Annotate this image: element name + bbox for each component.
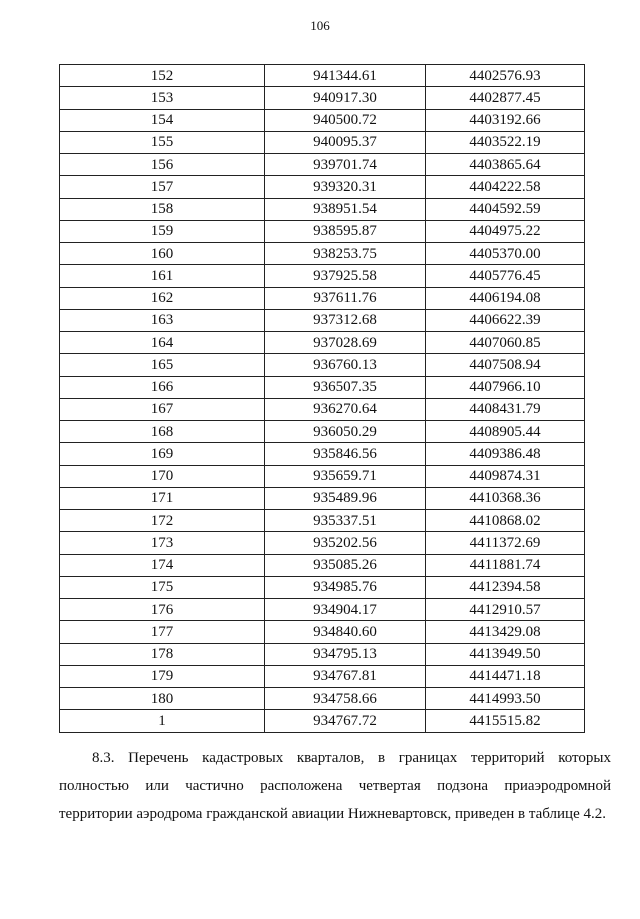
x-coordinate-cell: 940917.30 <box>265 87 426 109</box>
x-coordinate-cell: 936050.29 <box>265 421 426 443</box>
table-row <box>60 465 585 487</box>
x-coordinate-cell: 937028.69 <box>265 332 426 354</box>
point-number-cell: 155 <box>60 131 265 153</box>
y-coordinate-cell: 4411372.69 <box>426 532 585 554</box>
coordinates-table <box>59 64 585 733</box>
coordinates-table-body <box>60 65 585 733</box>
table-row <box>60 554 585 576</box>
x-coordinate-cell: 935202.56 <box>265 532 426 554</box>
y-coordinate-cell: 4404222.58 <box>426 176 585 198</box>
table-row <box>60 243 585 265</box>
y-coordinate-cell: 4413949.50 <box>426 643 585 665</box>
point-number-cell: 157 <box>60 176 265 198</box>
x-coordinate-cell: 936760.13 <box>265 354 426 376</box>
point-number-cell: 156 <box>60 154 265 176</box>
table-row <box>60 265 585 287</box>
point-number-cell: 153 <box>60 87 265 109</box>
table-row <box>60 643 585 665</box>
y-coordinate-cell: 4407508.94 <box>426 354 585 376</box>
y-coordinate-cell: 4415515.82 <box>426 710 585 732</box>
y-coordinate-cell: 4409874.31 <box>426 465 585 487</box>
x-coordinate-cell: 934840.60 <box>265 621 426 643</box>
section-paragraph <box>59 744 611 828</box>
x-coordinate-cell: 940095.37 <box>265 131 426 153</box>
point-number-cell: 172 <box>60 510 265 532</box>
x-coordinate-cell: 934985.76 <box>265 576 426 598</box>
table-row <box>60 65 585 87</box>
x-coordinate-cell: 936270.64 <box>265 398 426 420</box>
point-number-cell: 162 <box>60 287 265 309</box>
table-row <box>60 109 585 131</box>
point-number-cell: 159 <box>60 220 265 242</box>
x-coordinate-cell: 934795.13 <box>265 643 426 665</box>
x-coordinate-cell: 935337.51 <box>265 510 426 532</box>
point-number-cell: 167 <box>60 398 265 420</box>
table-row <box>60 154 585 176</box>
y-coordinate-cell: 4408905.44 <box>426 421 585 443</box>
table-row <box>60 421 585 443</box>
y-coordinate-cell: 4407966.10 <box>426 376 585 398</box>
table-row <box>60 198 585 220</box>
table-row <box>60 354 585 376</box>
y-coordinate-cell: 4404592.59 <box>426 198 585 220</box>
x-coordinate-cell: 934767.81 <box>265 665 426 687</box>
table-row <box>60 487 585 509</box>
x-coordinate-cell: 938253.75 <box>265 243 426 265</box>
point-number-cell: 171 <box>60 487 265 509</box>
point-number-cell: 161 <box>60 265 265 287</box>
point-number-cell: 164 <box>60 332 265 354</box>
y-coordinate-cell: 4403865.64 <box>426 154 585 176</box>
table-row <box>60 332 585 354</box>
table-row <box>60 398 585 420</box>
y-coordinate-cell: 4412910.57 <box>426 599 585 621</box>
y-coordinate-cell: 4410868.02 <box>426 510 585 532</box>
table-row <box>60 443 585 465</box>
table-row <box>60 220 585 242</box>
y-coordinate-cell: 4407060.85 <box>426 332 585 354</box>
y-coordinate-cell: 4414471.18 <box>426 665 585 687</box>
y-coordinate-cell: 4412394.58 <box>426 576 585 598</box>
y-coordinate-cell: 4402576.93 <box>426 65 585 87</box>
table-row <box>60 621 585 643</box>
point-number-cell: 173 <box>60 532 265 554</box>
x-coordinate-cell: 937312.68 <box>265 309 426 331</box>
page-number: 106 <box>310 18 330 33</box>
table-row <box>60 176 585 198</box>
point-number-cell: 176 <box>60 599 265 621</box>
x-coordinate-cell: 935085.26 <box>265 554 426 576</box>
x-coordinate-cell: 941344.61 <box>265 65 426 87</box>
point-number-cell: 1 <box>60 710 265 732</box>
table-row <box>60 576 585 598</box>
point-number-cell: 163 <box>60 309 265 331</box>
y-coordinate-cell: 4411881.74 <box>426 554 585 576</box>
table-row <box>60 87 585 109</box>
y-coordinate-cell: 4413429.08 <box>426 621 585 643</box>
y-coordinate-cell: 4405776.45 <box>426 265 585 287</box>
x-coordinate-cell: 936507.35 <box>265 376 426 398</box>
table-row <box>60 599 585 621</box>
point-number-cell: 174 <box>60 554 265 576</box>
point-number-cell: 170 <box>60 465 265 487</box>
y-coordinate-cell: 4410368.36 <box>426 487 585 509</box>
x-coordinate-cell: 935659.71 <box>265 465 426 487</box>
paragraph-line-3: территории аэродрома гражданской авиации Нижневартовск, приведен в таблице 4.2. <box>59 806 606 822</box>
x-coordinate-cell: 935489.96 <box>265 487 426 509</box>
table-row <box>60 532 585 554</box>
point-number-cell: 177 <box>60 621 265 643</box>
table-row <box>60 688 585 710</box>
x-coordinate-cell: 938595.87 <box>265 220 426 242</box>
y-coordinate-cell: 4403192.66 <box>426 109 585 131</box>
point-number-cell: 179 <box>60 665 265 687</box>
paragraph-line-2: полностью или частично расположена четвертая подзона приаэродромной <box>59 778 611 794</box>
x-coordinate-cell: 940500.72 <box>265 109 426 131</box>
point-number-cell: 165 <box>60 354 265 376</box>
table-row <box>60 287 585 309</box>
paragraph-line-1: 8.3. Перечень кадастровых кварталов, в границах территорий которых <box>92 750 611 766</box>
x-coordinate-cell: 934904.17 <box>265 599 426 621</box>
y-coordinate-cell: 4404975.22 <box>426 220 585 242</box>
x-coordinate-cell: 939701.74 <box>265 154 426 176</box>
x-coordinate-cell: 937611.76 <box>265 287 426 309</box>
x-coordinate-cell: 939320.31 <box>265 176 426 198</box>
y-coordinate-cell: 4402877.45 <box>426 87 585 109</box>
y-coordinate-cell: 4405370.00 <box>426 243 585 265</box>
point-number-cell: 158 <box>60 198 265 220</box>
point-number-cell: 166 <box>60 376 265 398</box>
table-row <box>60 665 585 687</box>
y-coordinate-cell: 4406194.08 <box>426 287 585 309</box>
table-row <box>60 309 585 331</box>
point-number-cell: 160 <box>60 243 265 265</box>
point-number-cell: 152 <box>60 65 265 87</box>
y-coordinate-cell: 4414993.50 <box>426 688 585 710</box>
y-coordinate-cell: 4403522.19 <box>426 131 585 153</box>
table-row <box>60 510 585 532</box>
x-coordinate-cell: 938951.54 <box>265 198 426 220</box>
x-coordinate-cell: 935846.56 <box>265 443 426 465</box>
x-coordinate-cell: 934758.66 <box>265 688 426 710</box>
x-coordinate-cell: 934767.72 <box>265 710 426 732</box>
point-number-cell: 175 <box>60 576 265 598</box>
y-coordinate-cell: 4408431.79 <box>426 398 585 420</box>
y-coordinate-cell: 4406622.39 <box>426 309 585 331</box>
x-coordinate-cell: 937925.58 <box>265 265 426 287</box>
y-coordinate-cell: 4409386.48 <box>426 443 585 465</box>
point-number-cell: 168 <box>60 421 265 443</box>
table-row <box>60 710 585 732</box>
point-number-cell: 180 <box>60 688 265 710</box>
point-number-cell: 154 <box>60 109 265 131</box>
point-number-cell: 178 <box>60 643 265 665</box>
table-row <box>60 131 585 153</box>
point-number-cell: 169 <box>60 443 265 465</box>
table-row <box>60 376 585 398</box>
